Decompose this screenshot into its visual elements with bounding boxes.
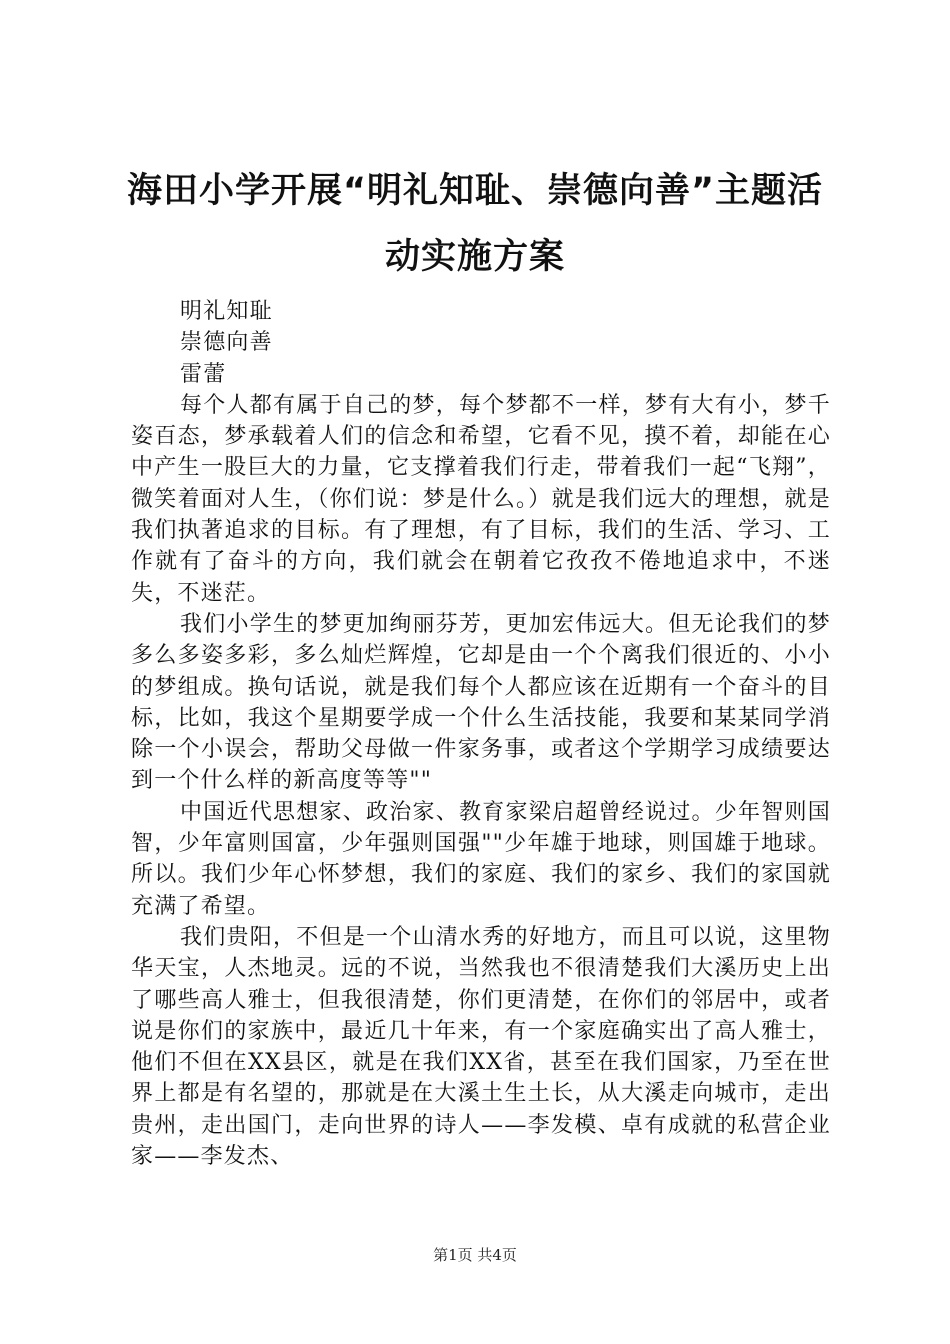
paragraph: 我们小学生的梦更加绚丽芬芳，更加宏伟远大。但无论我们的梦多么多姿多彩，多么灿烂辉煌，它却是由一个个离我们很近的、小小的梦组成。换句话说，就是我们每个人都应该在近期有一个奋斗的目标，比如，我这个星期要学成一个什么生活技能，我要和某某同学消除一个小误会，帮助父母做一件家务事，或者这个学期学习成绩要达到一个什么样的新高度等等"" [131, 611, 831, 794]
title-line-2: 动实施方案 [384, 237, 565, 277]
author-line: 雷蕾 [180, 361, 227, 387]
document-title [120, 158, 830, 290]
title-line-1: 海田小学开展“明礼知耻、崇德向善”主题活 [126, 171, 823, 211]
paragraph: 每个人都有属于自己的梦，每个梦都不一样，梦有大有小，梦千姿百态，梦承载着人们的信念和希望，它看不见，摸不着，却能在心中产生一股巨大的力量，它支撑着我们行走，带着我们一起“飞翔”，微笑着面对人生，（你们说：梦是什么。）就是我们远大的理想，就是我们执著追求的目标。有了理想，有了目标，我们的生活、学习、工作就有了奋斗的方向，我们就会在朝着它孜孜不倦地追求中，不迷失，不迷茫。 [131, 392, 831, 606]
heading-line: 明礼知耻 [180, 299, 273, 324]
document-body [131, 296, 831, 1172]
paragraph: 我们贵阳，不但是一个山清水秀的好地方，而且可以说，这里物华天宝，人杰地灵。远的不说，当然我也不很清楚我们大溪历史上出了哪些高人雅士，但我很清楚，你们更清楚，在你们的邻居中，或者说是你们的家族中，最近几十年来，有一个家庭确实出了高人雅士，他们不但在XX县区，就是在我们XX省，甚至在我们国家，乃至在世界上都是有名望的，那就是在大溪土生土长，从大溪走向城市，走出贵州，走出国门，走向世界的诗人——李发模、卓有成就的私营企业家——李发杰、 [131, 924, 831, 1170]
paragraph: 中国近代思想家、政治家、教育家梁启超曾经说过。少年智则国智，少年富则国富，少年强则国强""少年雄于地球，则国雄于地球。所以。我们少年心怀梦想，我们的家庭、我们的家乡、我们的家国就充满了希望。 [131, 799, 831, 919]
heading-line: 崇德向善 [180, 330, 273, 356]
page-footer: 第1页 共4页 [433, 1246, 517, 1264]
